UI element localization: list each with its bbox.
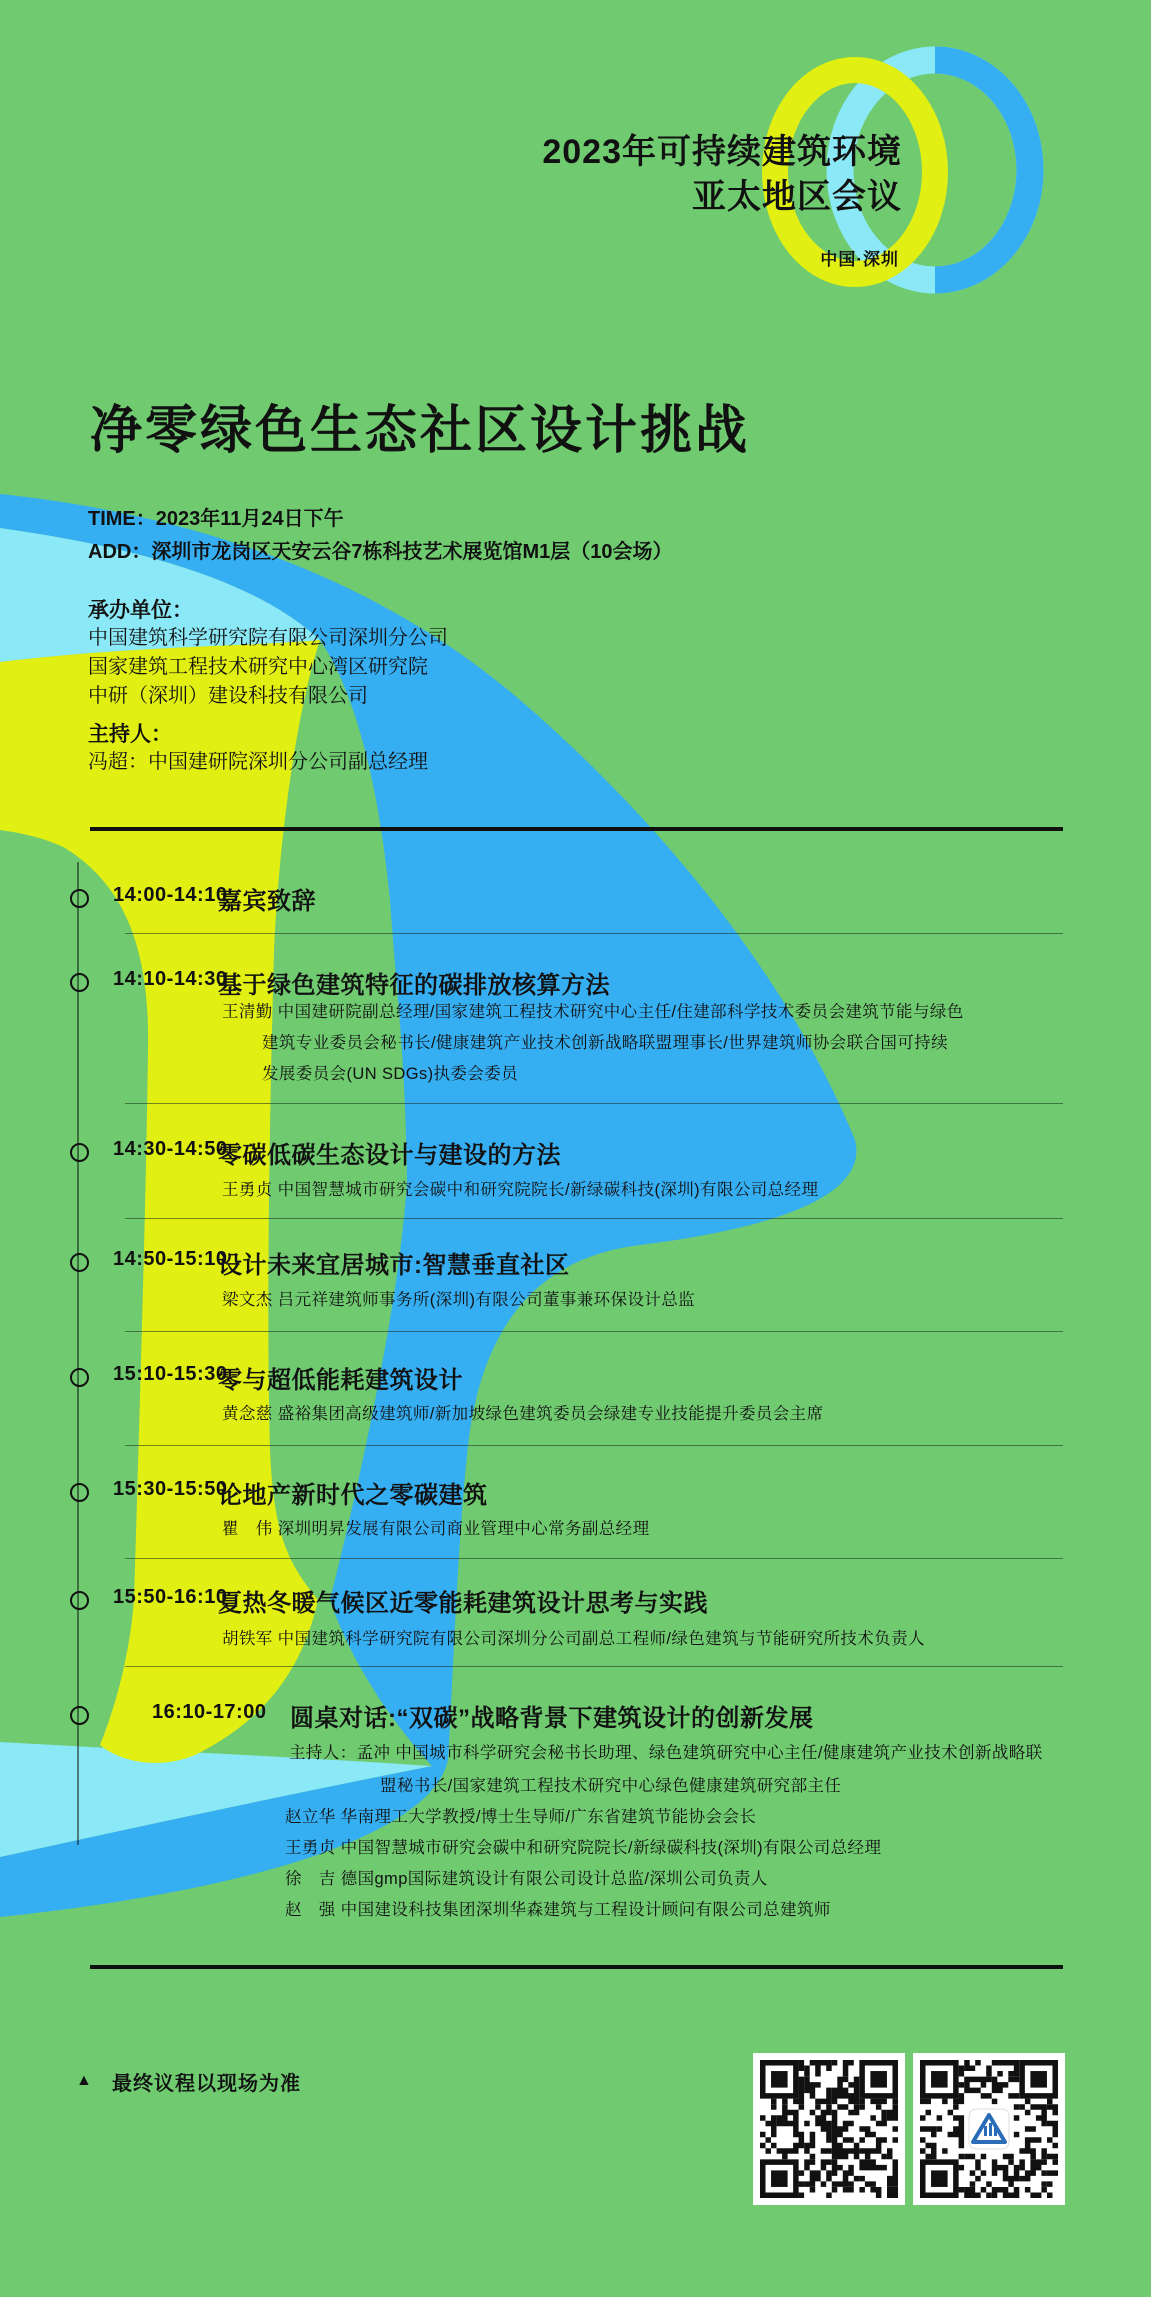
agenda-speaker-line: 徐 吉 德国gmp国际建筑设计有限公司设计总监/深圳公司负责人 bbox=[285, 1870, 768, 1888]
agenda-speaker-line: 发展委员会(UN SDGs)执委会委员 bbox=[262, 1065, 519, 1083]
agenda-time: 15:50-16:10 bbox=[113, 1586, 228, 1608]
location-badge: 中国·深圳 bbox=[820, 250, 899, 269]
agenda-time: 14:30-14:50 bbox=[113, 1138, 228, 1160]
organizer-item: 中研（深圳）建设科技有限公司 bbox=[88, 685, 368, 707]
agenda-speaker-line: 赵 强 中国建设科技集团深圳华森建筑与工程设计顾问有限公司总建筑师 bbox=[285, 1901, 831, 1919]
agenda-title: 设计未来宜居城市:智慧垂直社区 bbox=[218, 1252, 570, 1279]
timeline-dot bbox=[70, 1706, 89, 1725]
agenda-title: 基于绿色建筑特征的碳排放核算方法 bbox=[218, 972, 610, 999]
qr-code-right bbox=[913, 2053, 1065, 2205]
conference-title-line1: 2023年可持续建筑环境 bbox=[542, 133, 902, 171]
agenda-speaker-line: 赵立华 华南理工大学教授/博士生导师/广东省建筑节能协会会长 bbox=[285, 1808, 757, 1826]
agenda-speaker-line: 黄念慈 盛裕集团高级建筑师/新加坡绿色建筑委员会绿建专业技能提升委员会主席 bbox=[222, 1405, 824, 1423]
agenda-speaker-line: 盟秘书长/国家建筑工程技术研究中心绿色健康建筑研究部主任 bbox=[380, 1777, 842, 1795]
disclaimer-text: 最终议程以现场为准 bbox=[112, 2073, 301, 2095]
agenda-speaker-line: 瞿 伟 深圳明昇发展有限公司商业管理中心常务副总经理 bbox=[222, 1520, 650, 1538]
agenda-speaker-line: 主持人：孟冲 中国城市科学研究会秘书长助理、绿色建筑研究中心主任/健康建筑产业技术创新战略联 bbox=[289, 1744, 1043, 1762]
agenda-title: 圆桌对话:“双碳”战略背景下建筑设计的创新发展 bbox=[290, 1705, 814, 1732]
agenda-time: 14:10-14:30 bbox=[113, 968, 228, 990]
agenda-separator bbox=[125, 933, 1063, 934]
divider-bottom bbox=[90, 1965, 1063, 1969]
agenda-time: 14:50-15:10 bbox=[113, 1248, 228, 1270]
event-address: ADD：深圳市龙岗区天安云谷7栋科技艺术展览馆M1层（10会场） bbox=[88, 541, 673, 563]
qr-code-left-pattern bbox=[760, 2060, 898, 2198]
agenda-title: 嘉宾致辞 bbox=[218, 888, 316, 915]
agenda-speaker-line: 王勇贞 中国智慧城市研究会碳中和研究院院长/新绿碳科技(深圳)有限公司总经理 bbox=[285, 1839, 882, 1857]
agenda-title: 零碳低碳生态设计与建设的方法 bbox=[218, 1142, 561, 1169]
timeline-dot bbox=[70, 973, 89, 992]
agenda-title: 论地产新时代之零碳建筑 bbox=[218, 1482, 488, 1509]
agenda-separator bbox=[125, 1558, 1063, 1559]
agenda-speaker-line: 王清勤 中国建研院副总经理/国家建筑工程技术研究中心主任/住建部科学技术委员会建筑节能与绿色 bbox=[222, 1003, 964, 1021]
agenda-time: 15:30-15:50 bbox=[113, 1478, 228, 1500]
triangle-icon: ▲ bbox=[76, 2072, 92, 2089]
conference-title-line2: 亚太地区会议 bbox=[692, 178, 902, 216]
agenda-title: 夏热冬暖气候区近零能耗建筑设计思考与实践 bbox=[218, 1590, 708, 1617]
organizers-heading: 承办单位： bbox=[88, 599, 193, 622]
timeline-dot bbox=[70, 1253, 89, 1272]
organizer-item: 中国建筑科学研究院有限公司深圳分公司 bbox=[88, 627, 448, 649]
timeline-dot bbox=[70, 889, 89, 908]
agenda-time: 16:10-17:00 bbox=[152, 1701, 267, 1723]
timeline-dot bbox=[70, 1368, 89, 1387]
agenda-separator bbox=[125, 1666, 1063, 1667]
page-title: 净零绿色生态社区设计挑战 bbox=[90, 402, 751, 460]
agenda-separator bbox=[125, 1103, 1063, 1104]
agenda-speaker-line: 胡铁军 中国建筑科学研究院有限公司深圳分公司副总工程师/绿色建筑与节能研究所技术负责人 bbox=[222, 1630, 925, 1648]
agenda-speaker-line: 梁文杰 吕元祥建筑师事务所(深圳)有限公司董事兼环保设计总监 bbox=[222, 1291, 696, 1309]
agenda-speaker-line: 建筑专业委员会秘书长/健康建筑产业技术创新战略联盟理事长/世界建筑师协会联合国可持续 bbox=[262, 1034, 948, 1052]
qr-code-right-pattern bbox=[920, 2060, 1058, 2198]
host-heading: 主持人： bbox=[88, 723, 172, 746]
timeline-dot bbox=[70, 1591, 89, 1610]
agenda-time: 14:00-14:10 bbox=[113, 884, 228, 906]
qr-code-left bbox=[753, 2053, 905, 2205]
organizer-item: 国家建筑工程技术研究中心湾区研究院 bbox=[88, 656, 428, 678]
timeline-dot bbox=[70, 1143, 89, 1162]
event-time: TIME：2023年11月24日下午 bbox=[88, 508, 344, 530]
agenda-separator bbox=[125, 1445, 1063, 1446]
agenda-title: 零与超低能耗建筑设计 bbox=[218, 1367, 463, 1394]
agenda-separator bbox=[125, 1218, 1063, 1219]
agenda-separator bbox=[125, 1331, 1063, 1332]
host-line: 冯超：中国建研院深圳分公司副总经理 bbox=[88, 751, 428, 773]
agenda-speaker-line: 王勇贞 中国智慧城市研究会碳中和研究院院长/新绿碳科技(深圳)有限公司总经理 bbox=[222, 1181, 819, 1199]
timeline-dot bbox=[70, 1483, 89, 1502]
agenda-time: 15:10-15:30 bbox=[113, 1363, 228, 1385]
